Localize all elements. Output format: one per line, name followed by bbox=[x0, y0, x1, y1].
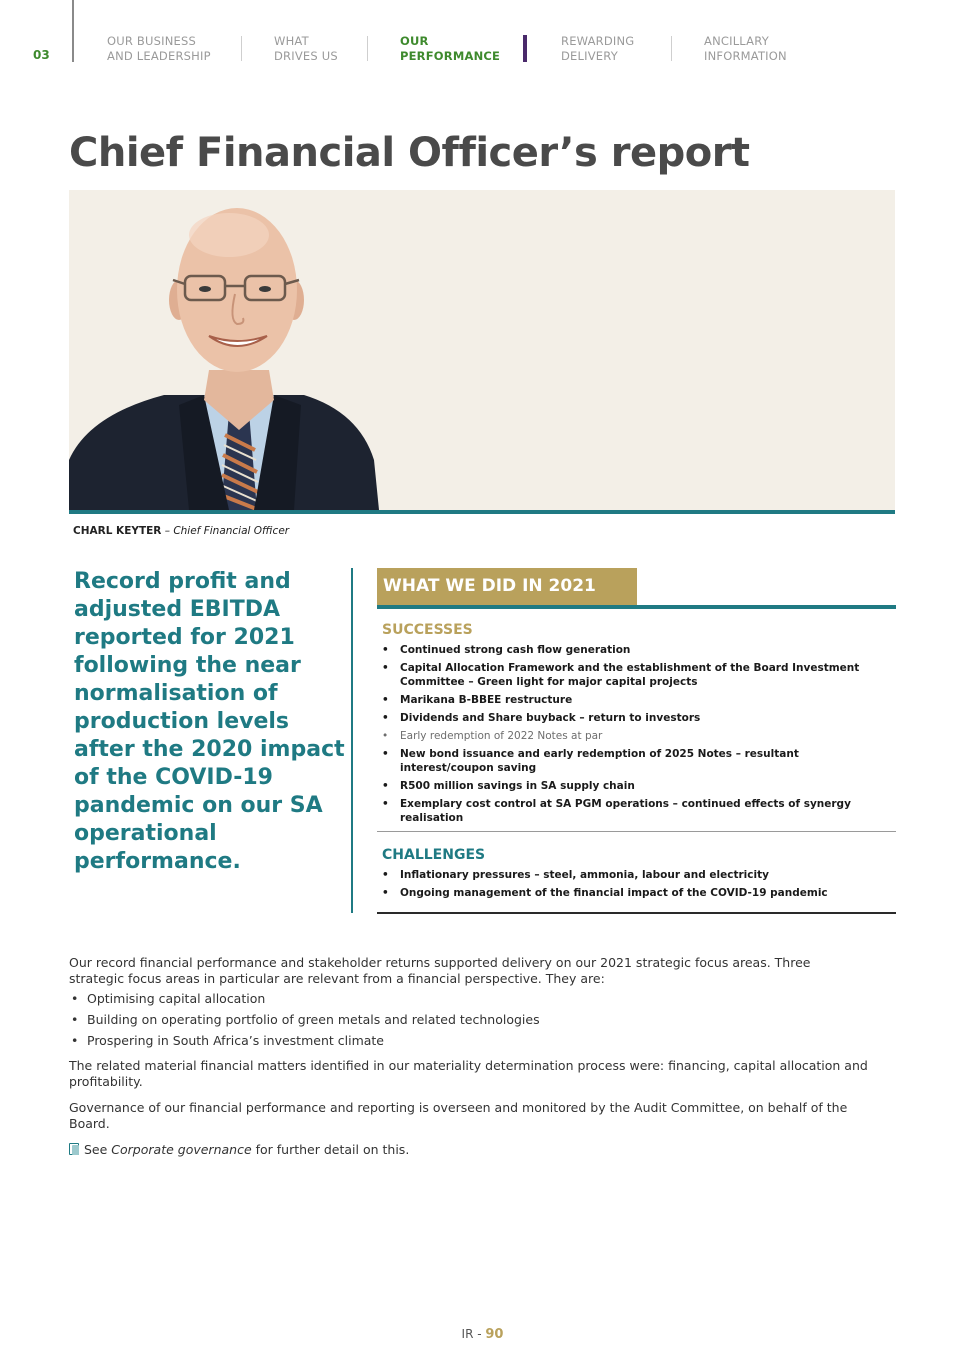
list-item: • Continued strong cash flow generation bbox=[382, 643, 892, 657]
list-item: • Inflationary pressures – steel, ammonia, labour and electricity bbox=[382, 868, 892, 882]
nav-active-marker bbox=[523, 35, 527, 62]
what-we-did-heading: WHAT WE DID IN 2021 bbox=[377, 568, 637, 605]
cross-reference bbox=[69, 1142, 869, 1158]
corporate-governance-link[interactable]: Corporate governance bbox=[111, 1142, 252, 1157]
cfo-portrait bbox=[69, 190, 895, 510]
list-item: • Capital Allocation Framework and the establishment of the Board Investment Committee – Green light for major capital projects bbox=[382, 661, 892, 689]
list-item: • New bond issuance and early redemption of 2025 Notes – resultant interest/coupon saving bbox=[382, 747, 892, 775]
section-divider bbox=[377, 831, 896, 832]
list-item: • Exemplary cost control at SA PGM operations – continued effects of synergy realisation bbox=[382, 797, 892, 825]
nav-item-business-leadership[interactable] bbox=[107, 34, 211, 64]
caption-role: – Chief Financial Officer bbox=[161, 525, 290, 537]
list-item: • Early redemption of 2022 Notes at par bbox=[382, 729, 892, 743]
nav-label-line2: DELIVERY bbox=[561, 49, 618, 63]
body-paragraph-governance: Governance of our financial performance and reporting is overseen and monitored by the Audit Committee, on behalf of the Board. bbox=[69, 1100, 848, 1131]
cross-reference-prefix: See bbox=[84, 1142, 112, 1157]
nav-item-drives-us[interactable] bbox=[274, 34, 338, 64]
what-we-did-rule bbox=[377, 605, 896, 609]
page-footer bbox=[0, 1327, 965, 1342]
top-navigation bbox=[0, 0, 965, 80]
list-item: • Ongoing management of the financial impact of the COVID-19 pandemic bbox=[382, 886, 892, 900]
box-bottom-rule bbox=[377, 912, 896, 914]
successes-list bbox=[382, 643, 892, 829]
list-item: • Dividends and Share buyback – return to investors bbox=[382, 711, 892, 725]
footer-prefix: IR - bbox=[461, 1327, 486, 1341]
successes-heading: SUCCESSES bbox=[382, 622, 473, 638]
nav-separator bbox=[241, 36, 242, 61]
list-item: • Marikana B-BBEE restructure bbox=[382, 693, 892, 707]
nav-item-our-performance[interactable] bbox=[400, 34, 500, 64]
section-number: 03 bbox=[33, 48, 50, 62]
pull-quote-divider bbox=[351, 568, 353, 913]
page-title: Chief Financial Officer’s report bbox=[69, 130, 750, 176]
challenges-list bbox=[382, 868, 892, 904]
nav-separator bbox=[671, 36, 672, 61]
nav-label-line2: AND LEADERSHIP bbox=[107, 49, 211, 63]
focus-areas-list bbox=[69, 991, 540, 1054]
nav-item-rewarding-delivery[interactable] bbox=[561, 34, 634, 64]
nav-label-line1: REWARDING bbox=[561, 34, 635, 48]
list-item: • R500 million savings in SA supply chain bbox=[382, 779, 892, 793]
nav-label-line2: INFORMATION bbox=[704, 49, 787, 63]
caption-name: CHARL KEYTER bbox=[73, 525, 162, 537]
list-item: • Building on operating portfolio of green metals and related technologies bbox=[69, 1012, 540, 1028]
page-number: 90 bbox=[485, 1327, 504, 1342]
challenges-heading: CHALLENGES bbox=[382, 847, 486, 863]
cross-reference-suffix: for further detail on this. bbox=[251, 1142, 410, 1157]
nav-label-line1: OUR bbox=[400, 34, 429, 48]
nav-label-line2: PERFORMANCE bbox=[400, 49, 501, 63]
list-item: • Optimising capital allocation bbox=[69, 991, 540, 1007]
nav-divider bbox=[72, 0, 74, 62]
photo-caption bbox=[73, 525, 289, 537]
photo-rule bbox=[69, 510, 895, 514]
nav-label-line1: OUR BUSINESS bbox=[107, 34, 196, 48]
nav-label-line1: ANCILLARY bbox=[704, 34, 769, 48]
nav-label-line1: WHAT bbox=[274, 34, 309, 48]
nav-separator bbox=[367, 36, 368, 61]
body-paragraph-intro: Our record financial performance and stakeholder returns supported delivery on our 2021 strategic focus areas. Three strategic focus areas in particular are relevant from a financial perspective. They are: bbox=[69, 955, 811, 986]
pull-quote: Record profit and adjusted EBITDA reported for 2021 following the near normalisation of production levels after the 2020 impact of the COVID-19 pandemic on our SA operational performance. bbox=[74, 569, 345, 874]
body-paragraph-materiality: The related material financial matters identified in our materiality determination process were: financing, capital allocation and profitability. bbox=[69, 1058, 868, 1089]
nav-item-ancillary-information[interactable] bbox=[704, 34, 787, 64]
book-icon bbox=[69, 1143, 80, 1155]
cfo-portrait-illustration bbox=[69, 190, 895, 510]
list-item: • Prospering in South Africa’s investment climate bbox=[69, 1033, 540, 1049]
nav-label-line2: DRIVES US bbox=[274, 49, 338, 63]
